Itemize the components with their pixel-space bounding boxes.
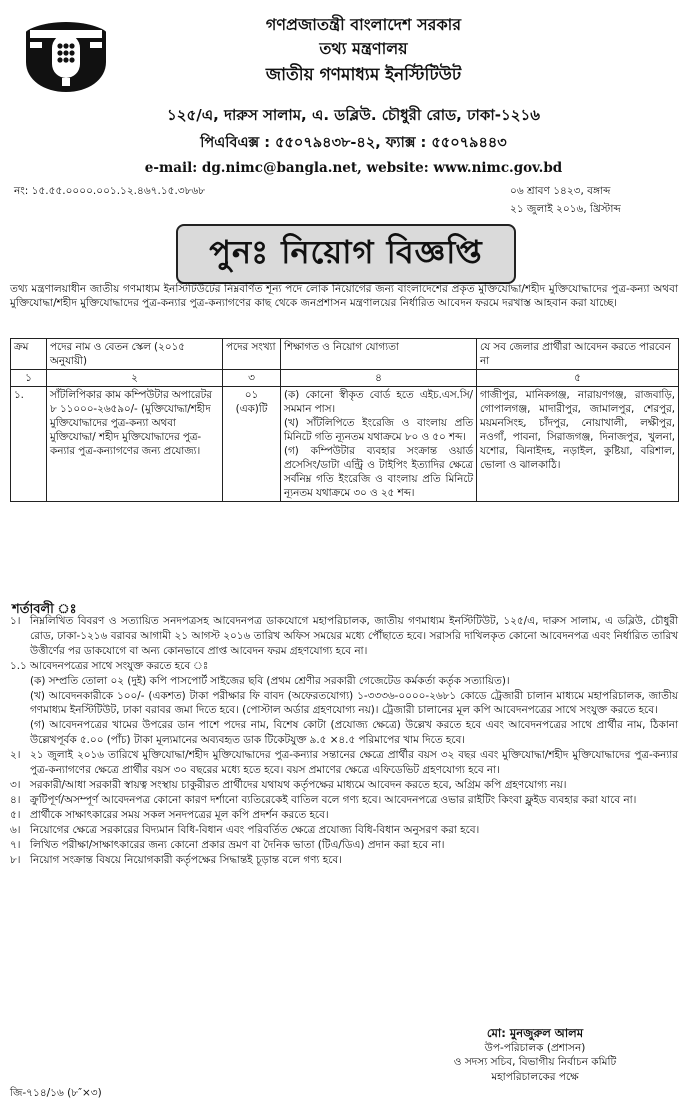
date-gregorian: ২১ জুলাই ২০১৬, খ্রিস্টাব্দ bbox=[510, 203, 621, 215]
term-item bbox=[10, 659, 678, 674]
header-qualification: শিক্ষাগত ও নিয়োগ যোগ্যতা bbox=[281, 339, 477, 370]
row-post: সাঁটলিপিকার কাম কম্পিউটার অপারেটর ৮ ১১০০০-২৬৫৯০/- (মুক্তিযোদ্ধা/শহীদ মুক্তিযোদ্ধাদের পুত্র-কন্যা অথবা মুক্তিযোদ্ধা/ শহীদ মুক্তিযোদ্ধাদের পুত্র-কন্যার পুত্র-কন্যাগণের জন্য প্রযোজ্য। bbox=[47, 387, 223, 502]
row-qualification bbox=[281, 387, 477, 502]
row-districts: গাজীপুর, মানিকগঞ্জ, নারায়ণগঞ্জ, রাজবাড়ি, গোপালগঞ্জ, মাদারীপুর, জামালপুর, শেরপুর, ময়মনসিংহ, চাঁদপুর, নোয়াখালী, লক্ষীপুর, নওগাঁ, পাবনা, সিরাজগঞ্জ, দিনাজপুর, খুলনা, যশোর, ঝিনাইদহ, নড়াইল, কুষ্টিয়া, বরিশাল, ভোলা ও ঝালকাঠি। bbox=[477, 387, 679, 502]
term-subitem: (খ) আবেদনকারীকে ১০০/- (একশত) টাকা পরীক্ষার ফি বাবদ (অফেরতযোগ্য) ১-৩৩৩৬-০০০০-২৬৮১ কোডে ট্রেজারী চালান মাধ্যমে মহাপরিচালক, জাতীয় গণমাধ্যম ইনস্টিটিউট, ঢাকা বরাবর জমা দিতে হবে। (পোস্টাল অর্ডার গ্রহণযোগ্য নয়)। ট্রেজারী চালানের মূল কপি আবেদনপত্রের সাথে সংযুক্ত করতে হবে। bbox=[30, 689, 678, 717]
term-number: ৬। bbox=[10, 823, 21, 836]
vacancy-table bbox=[10, 338, 679, 502]
qualification-a: (ক) কোনো স্বীকৃত বোর্ড হতে এইচ.এস.সি/সমমান পাস। bbox=[284, 389, 473, 415]
address-line: ১২৫/এ, দারুস সালাম, এ. ডব্লিউ. চৌধুরী রোড, ঢাকা-১২১৬ bbox=[167, 106, 540, 124]
col-number: ৩ bbox=[223, 370, 281, 387]
signatory-behalf: মহাপরিচালকের পক্ষে bbox=[491, 1070, 579, 1083]
col-number: ৫ bbox=[477, 370, 679, 387]
term-item bbox=[10, 838, 678, 853]
term-text: আবেদনপত্রের সাথে সংযুক্ত করতে হবে ঃ bbox=[30, 659, 209, 672]
term-item bbox=[10, 614, 678, 659]
row-count-words: (এক)টি bbox=[235, 403, 268, 415]
term-text: নিয়োগের ক্ষেত্রে সরকারের বিদ্যমান বিধি-বিধান এবং পরিবর্তিত ক্ষেত্রে প্রযোজ্য বিধি-বিধান অনুসরণ করা হবে। bbox=[30, 823, 480, 836]
row-serial: ১. bbox=[11, 387, 47, 502]
term-number: ১। bbox=[10, 615, 21, 627]
term-number: ৪। bbox=[10, 793, 21, 806]
qualification-b: (খ) সাঁটলিপিতে ইংরেজি ও বাংলায় প্রতি মিনিটে গতি ন্যূনতম যথাক্রমে ৮০ ও ৫০ শব্দ। bbox=[284, 417, 473, 443]
term-number: ৫। bbox=[10, 808, 21, 821]
signature-block bbox=[392, 1026, 678, 1084]
signatory-role: ও সদস্য সচিব, বিভাগীয় নির্বাচন কমিটি bbox=[453, 1056, 617, 1068]
term-item bbox=[10, 793, 678, 808]
term-text: নিম্নলিখিত বিবরণ ও সত্যায়িত সনদপত্রসহ আবেদনপত্র ডাকযোগে মহাপরিচালক, জাতীয় গণমাধ্যম ইনস্টিটিউট, ১২৫/এ, দারুস সালাম, এ ডব্লিউ, চৌধুরী রোড, ঢাকা-১২১৬ বরাবর আগামী ২১ আগস্ট ২০১৬ তারিখ অফিস সময়ের মধ্যে পৌঁছাতে হবে। সরাসরি দাখিলকৃত কোনো আবেদনপত্র এবং নির্ধারিত তারিখ উত্তীর্ণের পর ডাকযোগে বা অন্য কোনভাবে প্রাপ্ত আবেদন ফরম গ্রহণযোগ্য হবে না। bbox=[30, 615, 678, 657]
header-serial: ক্রম bbox=[11, 339, 47, 370]
term-number: ৭। bbox=[10, 838, 21, 851]
contact-line: e-mail: dg.nimc@bangla.net, website: www.nimc.gov.bd bbox=[144, 160, 563, 176]
term-text: ক্রুটিপূর্ণ/অসম্পূর্ণ আবেদনপত্র কোনো কারণ দর্শানো ব্যতিরেকেই বাতিল বলে গণ্য হবে। আবেদনপত্রে ওভার রাইটিং কিংবা ফ্লুইড ব্যবহার করা যাবে না। bbox=[30, 793, 637, 806]
terms-title: শর্তাবলী ঃ bbox=[12, 602, 77, 617]
term-subitem: (ক) সম্প্রতি তোলা ০২ (দুই) কপি পাসপোর্ট সাইজের ছবি (প্রথম শ্রেণীর সরকারী গেজেটেড কর্মকর্তা কর্তৃক সত্যায়িত)। bbox=[30, 674, 510, 687]
gov-title: গণপ্রজাতন্ত্রী বাংলাদেশ সরকার bbox=[265, 15, 462, 34]
term-item bbox=[10, 853, 678, 868]
date-bangla: ০৬ শ্রাবণ ১৪২৩, বঙ্গাব্দ bbox=[510, 185, 611, 197]
terms-list bbox=[10, 614, 678, 867]
term-number: ৩। bbox=[10, 778, 21, 791]
qualification-c: (গ) কম্পিউটার ব্যবহার সংক্রান্ত ওয়ার্ড প্রসেসিং/ডাটা এন্ট্রি ও টাইপিং ইত্যাদির ক্ষেত্রে সর্বনিম্ন গতি ইংরেজি ও বাংলায় প্রতি মিনিটে ন্যূনতম যথাক্রমে ৩০ ও ২৫ শব্দ। bbox=[284, 445, 473, 499]
memo-number: নং: ১৫.৫৫.০০০০.০০১.১২.৪৬৭.১৫.৩৮৬৮ bbox=[14, 185, 206, 197]
term-item bbox=[10, 823, 678, 838]
term-text: লিখিত পরীক্ষা/সাক্ষাৎকারের জন্য কোনো প্রকার ভ্রমণ বা দৈনিক ভাতা (টিএ/ডিএ) প্রদান করা হবে না। bbox=[30, 838, 445, 851]
term-item bbox=[10, 808, 678, 823]
header-count: পদের সংখ্যা bbox=[223, 339, 281, 370]
row-count-number: ০১ bbox=[244, 389, 259, 401]
term-text: প্রার্থীকে সাক্ষাৎকারের সময় সকল সনদপত্রের মূল কপি প্রদর্শন করতে হবে। bbox=[30, 808, 329, 821]
header-districts: যে সব জেলার প্রার্থীরা আবেদন করতে পারবেন না bbox=[477, 339, 679, 370]
phone-line: পিএবিএক্স : ৫৫০৭৯৪৩৮-৪২, ফ্যাক্স : ৫৫০৭৯৪৪৩ bbox=[200, 135, 507, 151]
intro-paragraph: তথ্য মন্ত্রণালয়াধীন জাতীয় গণমাধ্যম ইনস্টিটিউটের নিম্নবর্ণিত শূন্য পদে লোক নিয়োগের জন্য বাংলাদেশের প্রকৃত মুক্তিযোদ্ধা/শহীদ মুক্তিযোদ্ধাদের পুত্র-কন্যা অথবা মুক্তিযোদ্ধা/শহীদ মুক্তিযোদ্ধাদের পুত্র-কন্যার পুত্র-কন্যাগণের কাছ থেকে জনপ্রশাসন মন্ত্রণালয়ের নির্ধারিত আবেদন ফরমে দরখাস্ত আহবান করা যাচ্ছে। bbox=[10, 283, 678, 310]
term-number: ১.১ bbox=[10, 659, 27, 672]
term-text: ২১ জুলাই ২০১৬ তারিখে মুক্তিযোদ্ধা/শহীদ মুক্তিযোদ্ধাদের পুত্র-কন্যার সন্তানের ক্ষেত্রে প্রার্থীর বয়স ৩২ বছর এবং মুক্তিযোদ্ধা/শহীদ মুক্তিযোদ্ধাদের পুত্র-কন্যার পুত্র-কন্যাগণের ক্ষেত্রে প্রার্থীর বয়স ৩০ বছরের মধ্যে হতে হবে। বয়স প্রমাণের ক্ষেত্রে এফিডেভিট গ্রহণযোগ্য হবে না। bbox=[30, 749, 678, 777]
table-number-row bbox=[11, 370, 679, 387]
row-count bbox=[223, 387, 281, 502]
header-post: পদের নাম ও বেতন স্কেল (২০১৫ অনুযায়ী) bbox=[47, 339, 223, 370]
table-row bbox=[11, 387, 679, 502]
signatory-designation: উপ-পরিচালক (প্রশাসন) bbox=[484, 1041, 586, 1054]
term-text: সরকারী/আধা সরকারী স্বায়ত্ব সংস্থায় চাকুরীরত প্রার্থীদের যথাযথ কর্তৃপক্ষের মাধ্যমে আবেদন করতে হবে, অগ্রিম কপি গ্রহণযোগ্য নয়। bbox=[30, 778, 567, 791]
footer-code: জি-৭১৪/১৬ (৮″×৩) bbox=[10, 1087, 102, 1099]
notice-banner: পুনঃ নিয়োগ বিজ্ঞপ্তি bbox=[176, 224, 516, 284]
table-header-row bbox=[11, 339, 679, 370]
term-item bbox=[10, 778, 678, 793]
col-number: ১ bbox=[11, 370, 47, 387]
term-text: নিয়োগ সংক্রান্ত বিষয়ে নিয়োগকারী কর্তৃপক্ষের সিদ্ধান্তই চূড়ান্ত বলে গণ্য হবে। bbox=[30, 853, 342, 866]
ministry-title: তথ্য মন্ত্রণালয় bbox=[319, 39, 408, 58]
signatory-name: মো: মুনজুরুল আলম bbox=[486, 1026, 584, 1040]
term-number: ৮। bbox=[10, 853, 21, 866]
institute-title: জাতীয় গণমাধ্যম ইনস্টিটিউট bbox=[265, 65, 462, 85]
term-subitem: (গ) আবেদনপত্রের খামের উপরের ডান পাশে পদের নাম, বিশেষ কোটা (প্রযোজ্য ক্ষেত্রে) উল্লেখ করতে হবে এবং আবেদনপত্রের সাথে প্রার্থীর নাম, ঠিকানা উল্লেখপূর্বক ৫.০০ (পাঁচ) টাকা মূল্যমানের অব্যবহৃত ডাক টিকেটযুক্ত ৯.৫ ×৪.৫ পরিমাপের খাম দিতে হবে। bbox=[30, 719, 678, 747]
term-item bbox=[10, 748, 678, 778]
col-number: ২ bbox=[47, 370, 223, 387]
term-number: ২। bbox=[10, 749, 21, 762]
col-number: ৪ bbox=[281, 370, 477, 387]
